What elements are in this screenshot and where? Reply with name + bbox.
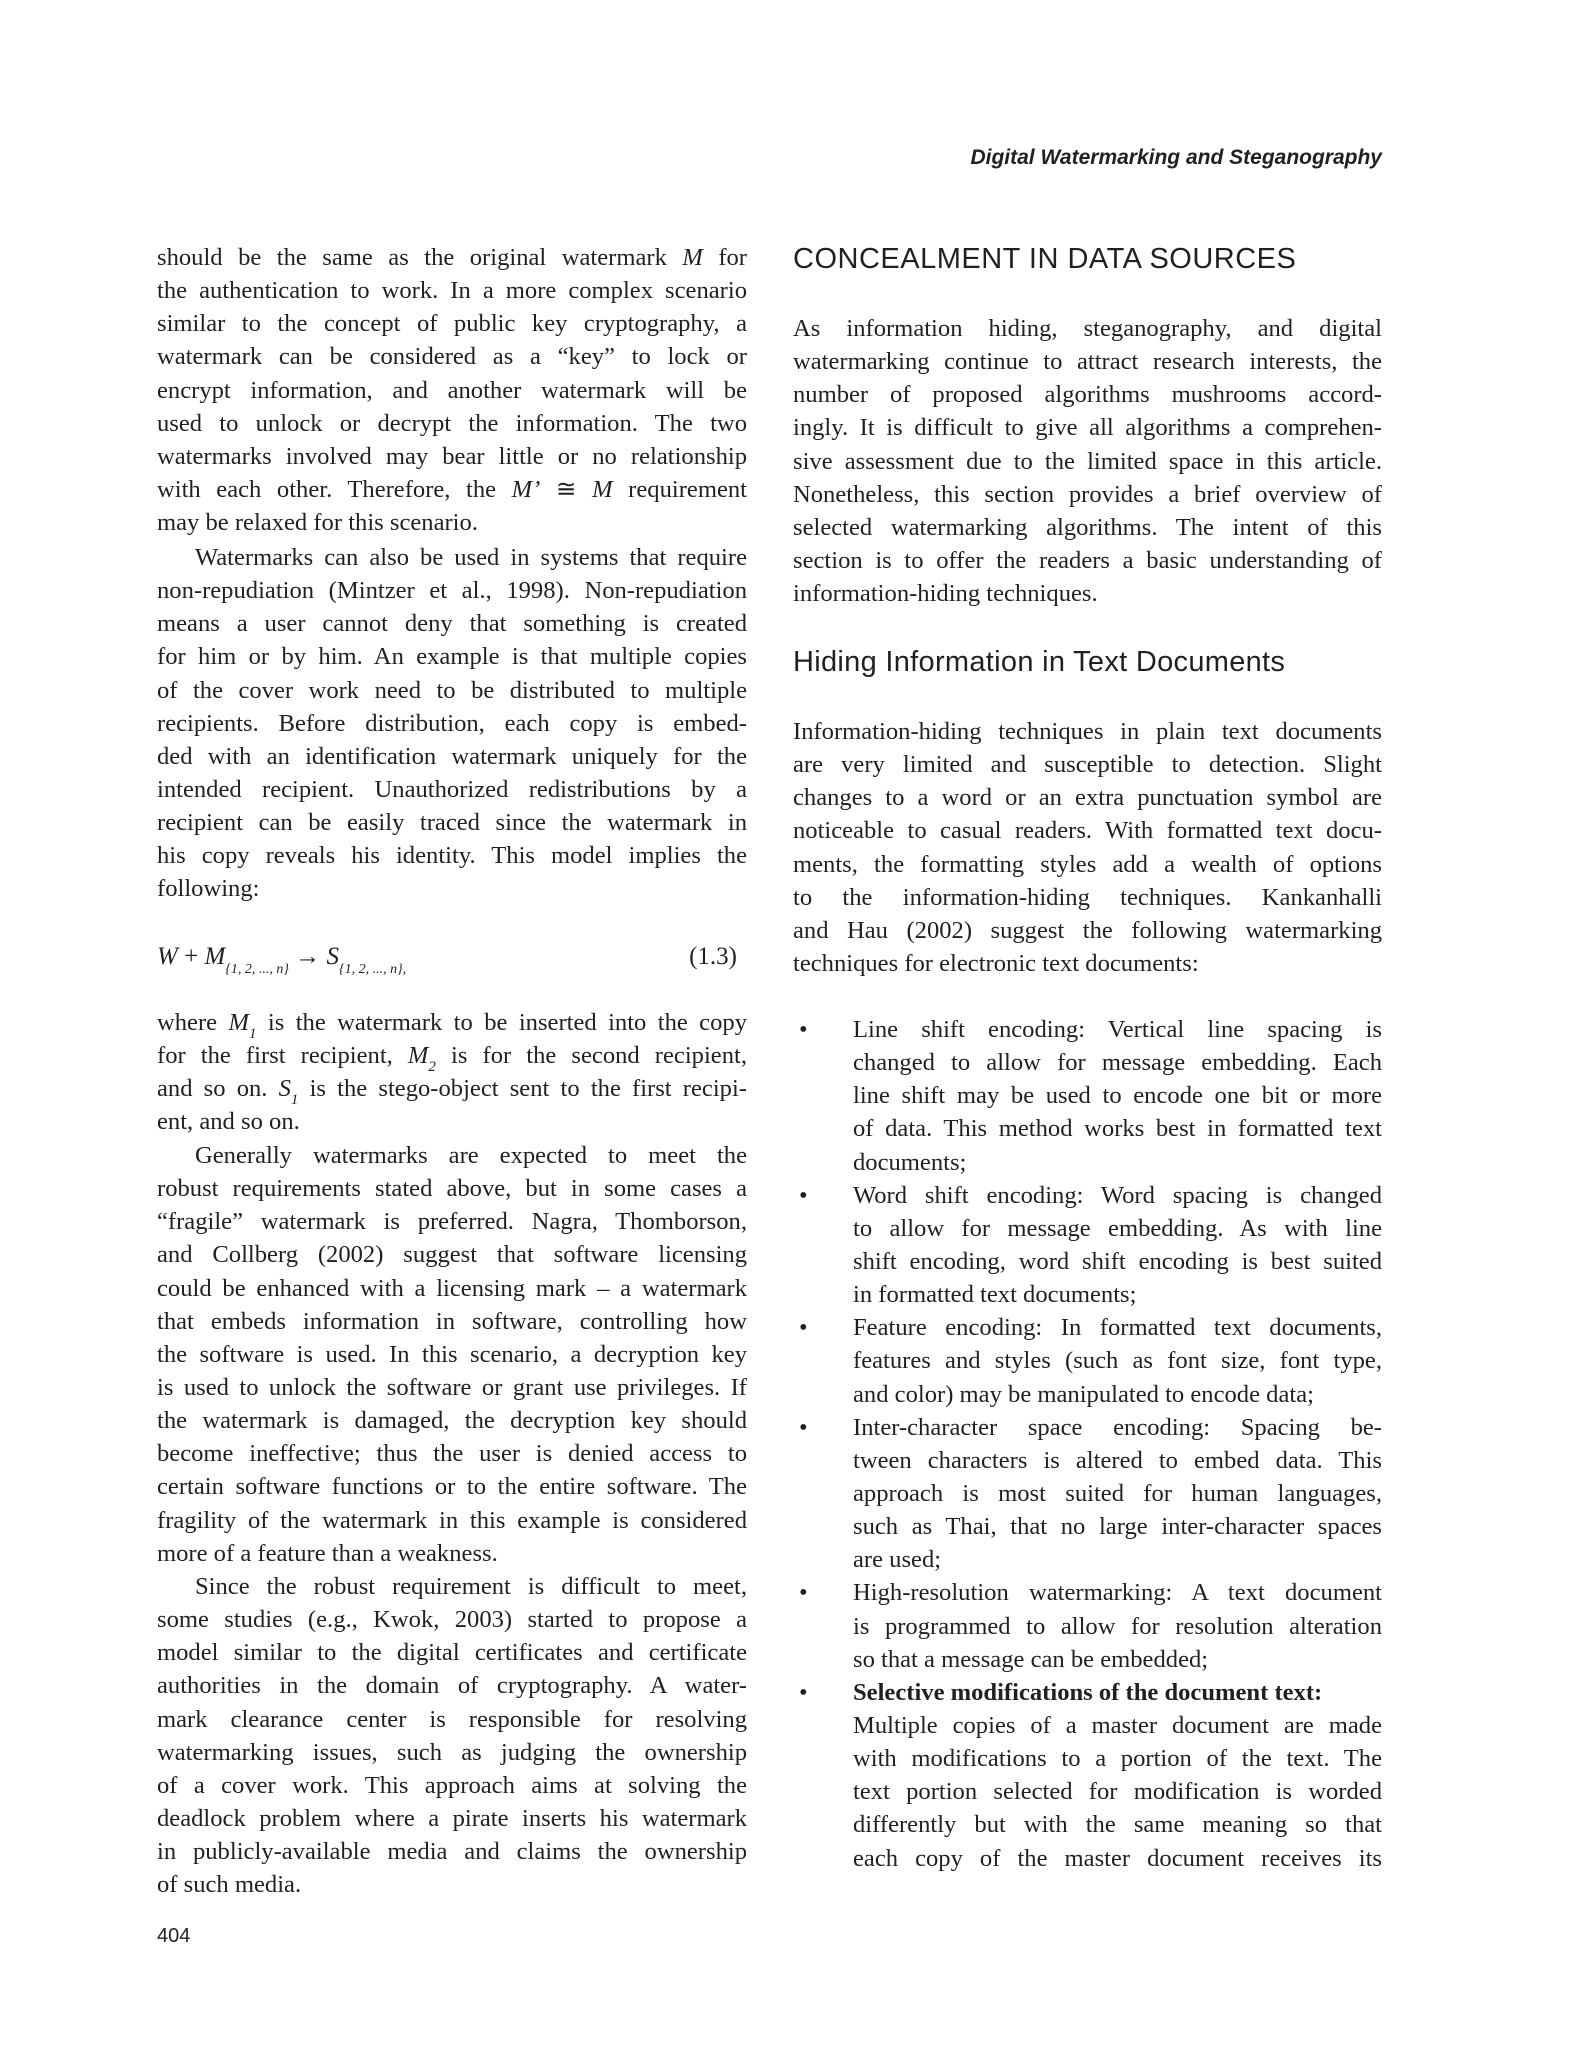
text-line: his copy reveals his identity. This model implies the <box>157 842 747 870</box>
section-heading: CONCEALMENT IN DATA SOURCES <box>793 243 1297 275</box>
text-line: ingly. It is difficult to give all algorithms a comprehen- <box>793 414 1382 442</box>
text-line: Multiple copies of a master document are made <box>853 1711 1382 1739</box>
text-line: become ineffective; thus the user is denied access to <box>157 1440 747 1468</box>
text-line: Since the robust requirement is difficult to meet, <box>195 1573 747 1600</box>
text-line: line shift may be used to encode one bit or more <box>853 1082 1382 1110</box>
text-line: are very limited and susceptible to detection. Slight <box>793 751 1382 779</box>
text-line: to allow for message embedding. As with line <box>853 1214 1382 1242</box>
text-segment: for <box>702 244 747 271</box>
text-segment: where <box>157 1009 229 1036</box>
text-line: recipients. Before distribution, each copy is embed- <box>157 709 747 737</box>
text-line: with modifications to a portion of the text. The <box>853 1745 1382 1773</box>
text-line: authorities in the domain of cryptography. A water- <box>157 1672 747 1700</box>
paragraph <box>157 1006 747 1139</box>
eq-s: S <box>326 943 339 970</box>
text-line: may be relaxed for this scenario. <box>157 509 478 537</box>
text-line: watermark can be considered as a “key” to lock or <box>157 343 747 371</box>
text-line: certain software functions or to the entire software. The <box>157 1473 747 1501</box>
text-line: means a user cannot deny that something is created <box>157 610 747 638</box>
text-line: is used to unlock the software or grant use privileges. If <box>157 1373 747 1401</box>
text-line: encrypt information, and another watermark will be <box>157 376 747 404</box>
text-segment: should be the same as the original watermark <box>157 244 683 271</box>
text-line: differently but with the same meaning so that <box>853 1811 1382 1839</box>
text-segment: and so on. <box>157 1075 279 1103</box>
bullet-icon: • <box>799 1678 808 1706</box>
text-line: section is to offer the readers a basic understanding of <box>793 546 1382 574</box>
text-line: of the cover work need to be distributed to multiple <box>157 676 747 704</box>
text-line: Inter-character space encoding: Spacing be- <box>853 1413 1382 1441</box>
equation <box>157 940 737 978</box>
text-line: and color) may be manipulated to encode data; <box>853 1380 1314 1408</box>
subsection-heading: Hiding Information in Text Documents <box>793 646 1286 678</box>
text-line: and Hau (2002) suggest the following watermarking <box>793 916 1382 944</box>
text-line: watermarking issues, such as judging the ownership <box>157 1738 747 1766</box>
text-segment: M <box>682 244 703 271</box>
bullet-icon: • <box>799 1314 808 1342</box>
text-line: in formatted text documents; <box>853 1281 1137 1309</box>
text-line: “fragile” watermark is preferred. Nagra, Thomborson, <box>157 1208 747 1236</box>
text-line: intended recipient. Unauthorized redistributions by a <box>157 775 747 803</box>
text-line: some studies (e.g., Kwok, 2003) started to propose a <box>157 1606 747 1634</box>
text-line: recipient can be easily traced since the watermark in <box>157 809 747 837</box>
text-segment: M’ <box>511 475 541 503</box>
text-line: and Collberg (2002) suggest that software licensing <box>157 1241 747 1269</box>
text-line: watermarks involved may bear little or no relationship <box>157 442 747 470</box>
text-line: information-hiding techniques. <box>793 580 1098 608</box>
text-line: of data. This method works best in formatted text <box>853 1115 1382 1143</box>
text-line: Information-hiding techniques in plain text documents <box>793 718 1382 745</box>
paragraph <box>157 541 747 906</box>
text-line <box>157 1039 747 1076</box>
eq-m-sub: {1, 2, ..., n} <box>225 962 289 977</box>
text-line: for him or by him. An example is that multiple copies <box>157 643 747 671</box>
text-line: could be enhanced with a licensing mark – a watermark <box>157 1274 747 1302</box>
text-line: High-resolution watermarking: A text document <box>853 1579 1382 1607</box>
text-segment: M <box>407 1042 429 1070</box>
text-line: Nonetheless, this section provides a brief overview of <box>793 480 1382 508</box>
text-line: in publicly-available media and claims the ownership <box>157 1838 747 1866</box>
text-segment: 2 <box>428 1059 436 1076</box>
text-line: shift encoding, word shift encoding is best suited <box>853 1247 1382 1275</box>
text-line <box>157 473 747 506</box>
bullet-item <box>793 1576 1382 1675</box>
text-segment: for the first recipient, <box>157 1042 408 1070</box>
text-line: sive assessment due to the limited space in this article. <box>793 447 1382 475</box>
text-segment: S <box>278 1075 291 1103</box>
paragraph <box>157 1139 747 1570</box>
text-line: watermarking continue to attract research interests, the <box>793 348 1382 376</box>
text-line: features and styles (such as font size, font type, <box>853 1347 1382 1375</box>
text-segment: is the stego-object sent to the first recipi- <box>298 1075 747 1103</box>
text-line <box>157 241 747 274</box>
text-line: ded with an identification watermark uniquely for the <box>157 742 747 770</box>
text-segment: with each other. Therefore, the <box>157 475 512 503</box>
text-line: so that a message can be embedded; <box>853 1645 1209 1673</box>
text-line: the software is used. In this scenario, a decryption key <box>157 1340 747 1368</box>
equation-number: (1.3) <box>689 943 737 970</box>
bullet-item <box>793 1311 1382 1410</box>
text-segment: 1 <box>248 1026 257 1042</box>
text-line: are used; <box>853 1546 942 1574</box>
text-line: to the information-hiding techniques. Kankanhalli <box>793 883 1382 911</box>
text-line: that embeds information in software, controlling how <box>157 1307 747 1335</box>
text-line: changed to allow for message embedding. Each <box>853 1049 1382 1077</box>
bullet-icon: • <box>799 1579 808 1607</box>
bullet-list <box>793 1013 1382 1875</box>
bullet-item <box>793 1013 1382 1179</box>
paragraph <box>157 1570 747 1901</box>
text-line: Generally watermarks are expected to meet the <box>195 1142 747 1169</box>
eq-arrow: → <box>288 943 327 970</box>
text-line: robust requirements stated above, but in some cases a <box>157 1175 747 1203</box>
bullet-item <box>793 1179 1382 1312</box>
text-line: ent, and so on. <box>157 1108 300 1136</box>
text-line <box>853 1676 1382 1709</box>
text-line: number of proposed algorithms mushrooms accord- <box>793 381 1382 409</box>
text-line: selected watermarking algorithms. The intent of this <box>793 513 1382 541</box>
page-number: 404 <box>157 1925 191 1947</box>
text-line: text portion selected for modification is worded <box>853 1778 1382 1806</box>
text-line: following: <box>157 875 260 903</box>
text-line: similar to the concept of public key cryptography, a <box>157 310 747 338</box>
text-line: such as Thai, that no large inter-character spaces <box>853 1513 1382 1541</box>
text-line: As information hiding, steganography, and digital <box>793 315 1382 342</box>
paragraph <box>793 312 1382 610</box>
bullet-icon: • <box>799 1016 808 1043</box>
text-line: approach is most suited for human languages, <box>853 1479 1382 1507</box>
text-line: non-repudiation (Mintzer et al., 1998). Non-repudiation <box>157 577 747 605</box>
text-line: tween characters is altered to embed data. This <box>853 1446 1382 1474</box>
text-segment: Selective modifications of the document text: <box>853 1678 1323 1706</box>
text-segment: M <box>228 1009 249 1036</box>
text-line: deadlock problem where a pirate inserts his watermark <box>157 1804 747 1832</box>
text-line: documents; <box>853 1148 967 1176</box>
eq-plus: + <box>177 943 205 970</box>
text-line: techniques for electronic text documents: <box>793 949 1199 977</box>
text-segment: is the watermark to be inserted into the copy <box>256 1009 747 1036</box>
text-line: the authentication to work. In a more complex scenario <box>157 277 747 305</box>
text-segment: M <box>592 475 613 503</box>
text-line: of such media. <box>157 1871 302 1899</box>
text-line: the watermark is damaged, the decryption key should <box>157 1407 747 1435</box>
running-head: Digital Watermarking and Steganography <box>970 146 1382 169</box>
paragraph <box>793 715 1382 980</box>
text-line <box>157 1006 747 1042</box>
eq-s-sub: {1, 2, ..., n} <box>338 962 403 977</box>
bullet-item <box>793 1676 1382 1875</box>
text-line: Line shift encoding: Vertical line spacing is <box>853 1016 1382 1043</box>
text-line: noticeable to casual readers. With formatted text docu- <box>793 817 1382 845</box>
bullet-icon: • <box>799 1181 808 1209</box>
text-line <box>157 1072 747 1109</box>
eq-m: M <box>204 943 226 970</box>
text-segment: is for the second recipient, <box>435 1042 747 1070</box>
text-line: Feature encoding: In formatted text documents, <box>853 1314 1382 1342</box>
text-line: more of a feature than a weakness. <box>157 1539 498 1567</box>
text-segment: ≅ <box>540 475 593 503</box>
text-line: mark clearance center is responsible for resolving <box>157 1705 747 1733</box>
bullet-item <box>793 1411 1382 1577</box>
text-line: changes to a word or an extra punctuation symbol are <box>793 784 1382 812</box>
paragraph <box>157 241 747 539</box>
text-segment: requirement <box>612 475 747 503</box>
text-line: of a cover work. This approach aims at solving the <box>157 1771 747 1799</box>
text-line: each copy of the master document receives its <box>853 1844 1382 1872</box>
text-line: Watermarks can also be used in systems that require <box>195 544 747 571</box>
text-segment: 1 <box>290 1092 299 1109</box>
text-line: used to unlock or decrypt the information. The two <box>157 409 747 437</box>
text-line: Word shift encoding: Word spacing is changed <box>853 1181 1382 1209</box>
eq-comma: , <box>402 962 407 977</box>
eq-w: W <box>157 943 178 970</box>
bullet-icon: • <box>799 1413 808 1441</box>
text-line: is programmed to allow for resolution alteration <box>853 1612 1382 1640</box>
text-line: ments, the formatting styles add a wealth of options <box>793 850 1382 878</box>
text-line: model similar to the digital certificates and certificate <box>157 1639 747 1667</box>
text-line: fragility of the watermark in this example is considered <box>157 1506 747 1534</box>
